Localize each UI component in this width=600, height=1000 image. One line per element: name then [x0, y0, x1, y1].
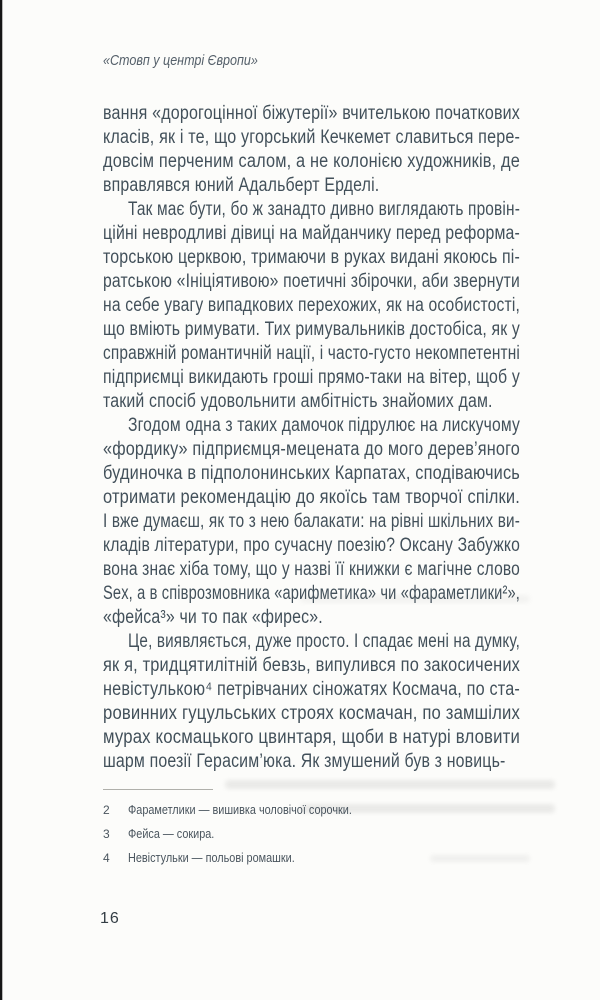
- body-line-text: І вже думаєш, як то з нею балакати: на рівні шкільних ви-: [103, 511, 520, 532]
- body-line-text: вона знає хіба тому, що у назві її книжки є магічне слово: [103, 559, 520, 580]
- body-line: [103, 126, 520, 150]
- body-line-text: справжній романтичній нації, і часто-густо некомпетентні: [103, 343, 520, 364]
- footnote-text: Фейса — сокира.: [128, 826, 215, 841]
- footnote-separator: [103, 789, 213, 790]
- footnotes: [103, 798, 520, 870]
- body-line: [103, 294, 520, 318]
- body-line-text: вправлявся юний Адальберт Ерделі.: [103, 175, 380, 196]
- body-line: [103, 606, 520, 630]
- body-line-text: Це, виявляється, дуже просто. І спадає мені на думку,: [128, 631, 520, 652]
- body-line: [103, 750, 520, 774]
- body-line: [103, 150, 520, 174]
- page-edge-shadow: [0, 0, 3, 1000]
- body-line-text: кладів літератури, про сучасну поезію? Оксану Забужко: [103, 535, 520, 556]
- body-line-text: що вміють римувати. Тих римувальників достобіса, як у: [103, 319, 520, 340]
- body-line-text: класів, як і те, що угорський Кечкемет славиться пере-: [103, 127, 520, 148]
- body-line-text: на себе увагу випадкових перехожих, як на особистості,: [103, 295, 520, 316]
- body-line: [103, 438, 520, 462]
- body-line-text: ровинних гуцульських строях космачан, по замшілих: [103, 703, 520, 724]
- body-line-text: будиночка в підполонинських Карпатах, сподіваючись: [103, 463, 520, 484]
- body-line: [103, 702, 520, 726]
- body-line-text: торською церквою, тримаючи в руках видані якоюсь пі-: [103, 247, 520, 268]
- body-line-text: довсім перченим салом, а не колонією художників, де: [103, 151, 520, 172]
- body-line: [103, 462, 520, 486]
- footnote: [103, 846, 520, 870]
- body-line-text: Так має бути, бо ж занадто дивно виглядають провін-: [128, 199, 520, 220]
- page-number: 16: [100, 910, 120, 927]
- body-line-text: ратською «Ініціятивою» поетичні збірочки, аби звернути: [103, 271, 520, 292]
- body-line: [103, 486, 520, 510]
- body-line-text: шарм поезії Герасим’юка. Як змушений був з новиць-: [103, 751, 506, 772]
- body-line-text: Згодом одна з таких дамочок підрулює на лискучому: [128, 415, 520, 436]
- footnote-number: 3: [103, 827, 110, 841]
- footnote: [103, 822, 520, 846]
- body-line-text: такий спосіб удовольнити амбітність знайомих дам.: [103, 391, 493, 412]
- body-line-text: підприємці викидають гроші прямо-таки на вітер, щоб у: [103, 367, 520, 388]
- body-text: [103, 102, 520, 774]
- body-line: [103, 654, 520, 678]
- body-line-text: Sex, а в співрозмовника «арифметика» чи «фараметлики²»,: [103, 583, 520, 604]
- body-line-text: невістулькою⁴ петрівчаних сіножатях Космача, по ста-: [103, 679, 520, 700]
- footnote-number: 2: [103, 803, 110, 817]
- body-line: [103, 318, 520, 342]
- paragraph: [103, 630, 520, 774]
- body-line: [103, 222, 520, 246]
- body-line: [103, 630, 520, 654]
- body-line-text: «фейса³» чи то пак «фирес».: [103, 607, 323, 628]
- body-line: [103, 102, 520, 126]
- footnote-number: 4: [103, 851, 110, 865]
- running-header: [103, 52, 520, 69]
- body-line-text: «фордику» підприємця-мецената до мого дерев’яного: [103, 439, 520, 460]
- body-line: [103, 270, 520, 294]
- body-line: [103, 342, 520, 366]
- paragraph: [103, 102, 520, 198]
- paragraph: [103, 198, 520, 414]
- body-line: [103, 534, 520, 558]
- footnote-text: Фараметлики — вишивка чоловічої сорочки.: [128, 802, 352, 817]
- body-line: [103, 366, 520, 390]
- body-line-text: ційні невродливі дівиці на майданчику перед реформа-: [103, 223, 520, 244]
- body-line-text: як я, тридцятилітній бевзь, випулився по закосичених: [103, 655, 520, 676]
- body-line: [103, 390, 520, 414]
- body-line: [103, 510, 520, 534]
- body-line: [103, 558, 520, 582]
- body-line-text: мурах космацького цвинтаря, щоби в натурі вловити: [103, 727, 520, 748]
- body-line: [103, 414, 520, 438]
- footnote-text: Невістульки — польові ромашки.: [128, 850, 295, 865]
- body-line-text: отримати рекомендацію до якоїсь там творчої спілки.: [103, 487, 520, 508]
- body-line: [103, 678, 520, 702]
- body-line: [103, 246, 520, 270]
- body-line: [103, 174, 520, 198]
- footnote: [103, 798, 520, 822]
- body-line-text: вання «дорогоцінної біжутерії» вчителькою початкових: [103, 103, 520, 124]
- bleed-through-artifact: [300, 595, 530, 603]
- running-header-text: «Стовп у центрі Європи»: [103, 52, 258, 69]
- body-line: [103, 198, 520, 222]
- bleed-through-artifact: [225, 780, 555, 789]
- body-line: [103, 726, 520, 750]
